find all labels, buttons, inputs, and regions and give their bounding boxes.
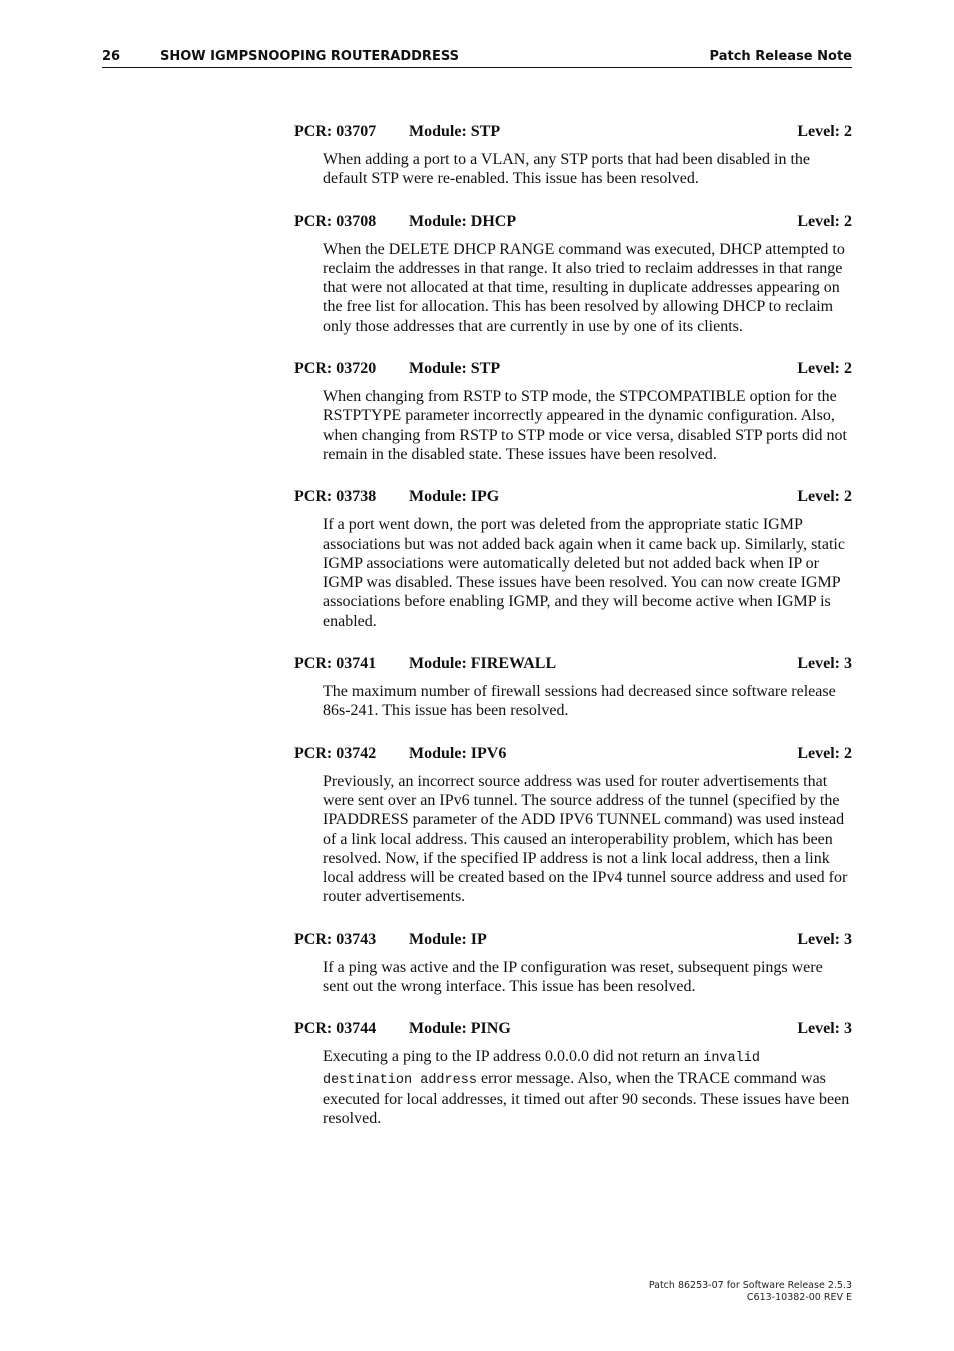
- pcr-entry-header: [294, 653, 852, 675]
- pcr-level: Level: 2: [797, 212, 852, 230]
- pcr-module: Module: STP: [409, 360, 501, 378]
- pcr-module: Module: IP: [409, 930, 487, 948]
- pcr-entry-header: [294, 211, 852, 233]
- pcr-module: Module: IPG: [409, 488, 500, 506]
- pcr-level: Level: 2: [797, 123, 852, 140]
- pcr-level: Level: 3: [797, 1020, 852, 1038]
- pcr-number: PCR: 03742: [294, 744, 377, 762]
- pcr-description: When the DELETE DHCP RANGE command was executed, DHCP attempted to reclaim the addresses in that range. It also tried to reclaim addresses in that range that were not allocated at that time, resulting in duplicate addresses appearing on the free list for allocation. This has been resolved by allowing DHCP to reclaim only those addresses that are currently in use by one of its clients.: [323, 240, 845, 335]
- pcr-number: PCR: 03741: [294, 655, 377, 673]
- pcr-entry: [294, 486, 852, 631]
- description-text: error message. Also, when the TRACE command was executed for local addresses, it timed out after 90 seconds. These issues have been resolved.: [323, 1069, 850, 1128]
- pcr-entry-header: [294, 743, 852, 765]
- pcr-description: If a ping was active and the IP configuration was reset, subsequent pings were sent out the wrong interface. This issue has been resolved.: [323, 958, 823, 996]
- pcr-entry-header: [294, 121, 852, 143]
- footer-document-code: C613-10382-00 REV E: [746, 1292, 852, 1303]
- pcr-entry: [294, 211, 852, 336]
- pcr-entry-header: [294, 486, 852, 508]
- pcr-number: PCR: 03743: [294, 930, 377, 948]
- document-title: Patch Release Note: [709, 49, 852, 64]
- section-title: SHOW IGMPSNOOPING ROUTERADDRESS: [160, 49, 459, 64]
- pcr-module: Module: DHCP: [409, 212, 517, 230]
- page-footer: [649, 1280, 852, 1304]
- pcr-entry: [294, 653, 852, 721]
- pcr-level: Level: 3: [797, 930, 852, 948]
- pcr-entry: [294, 1018, 852, 1128]
- pcr-entry-header: [294, 358, 852, 380]
- page-number: 26: [102, 49, 121, 64]
- pcr-description: [323, 1047, 852, 1128]
- pcr-level: Level: 2: [797, 488, 852, 506]
- pcr-number: PCR: 03738: [294, 488, 377, 506]
- pcr-module: Module: STP: [409, 123, 501, 140]
- description-text: Executing a ping to the IP address 0.0.0.0 did not return an: [323, 1048, 704, 1066]
- pcr-entry: [294, 929, 852, 997]
- pcr-description: When changing from RSTP to STP mode, the STPCOMPATIBLE option for the RSTPTYPE parameter incorrectly appeared in the dynamic configuration. Also, when changing from RSTP to STP mode or vice versa, disabled STP ports did not remain in the disabled state. These issues have been resolved.: [323, 388, 847, 463]
- pcr-entry: [294, 743, 852, 907]
- pcr-description: When adding a port to a VLAN, any STP ports that had been disabled in the default STP were re-enabled. This issue has been resolved.: [323, 151, 811, 188]
- pcr-entry: [294, 358, 852, 464]
- pcr-module: Module: IPV6: [409, 744, 507, 762]
- pcr-module: Module: FIREWALL: [409, 655, 557, 673]
- pcr-number: PCR: 03707: [294, 123, 377, 140]
- pcr-module: Module: PING: [409, 1020, 511, 1038]
- pcr-description: Previously, an incorrect source address was used for router advertisements that were sent over an IPv6 tunnel. The source address of the tunnel (specified by the IPADDRESS parameter of the ADD IPV6 TUNNEL command) was used instead of a link local address. This caused an interoperability problem, which has been resolved. Now, if the specified IP address is not a link local address, then a link local address will be created based on the IPv4 tunnel source address and used for router advertisements.: [323, 772, 848, 906]
- pcr-number: PCR: 03744: [294, 1020, 377, 1038]
- pcr-number: PCR: 03708: [294, 212, 377, 230]
- pcr-entry-header: [294, 929, 852, 951]
- code-text: invalid destination address: [323, 1051, 760, 1088]
- pcr-level: Level: 2: [797, 744, 852, 762]
- pcr-number: PCR: 03720: [294, 360, 377, 378]
- footer-patch-line: Patch 86253-07 for Software Release 2.5.3: [648, 1280, 852, 1291]
- pcr-entry: [294, 121, 852, 189]
- pcr-description: If a port went down, the port was deleted from the appropriate static IGMP associations but was not added back again when it came back up. Similarly, static IGMP associations were automatically deleted but not added back when IP or IGMP was disabled. These issues have been resolved. You can now create IGMP associations before enabling IGMP, and they will become active when IGMP is enabled.: [323, 516, 845, 630]
- pcr-level: Level: 2: [797, 360, 852, 378]
- page-header: [102, 47, 852, 68]
- pcr-entry-header: [294, 1018, 852, 1040]
- pcr-level: Level: 3: [797, 655, 852, 673]
- pcr-description: The maximum number of firewall sessions had decreased since software release 86s-241. This issue has been resolved.: [323, 683, 836, 720]
- release-notes-content: [294, 121, 852, 1151]
